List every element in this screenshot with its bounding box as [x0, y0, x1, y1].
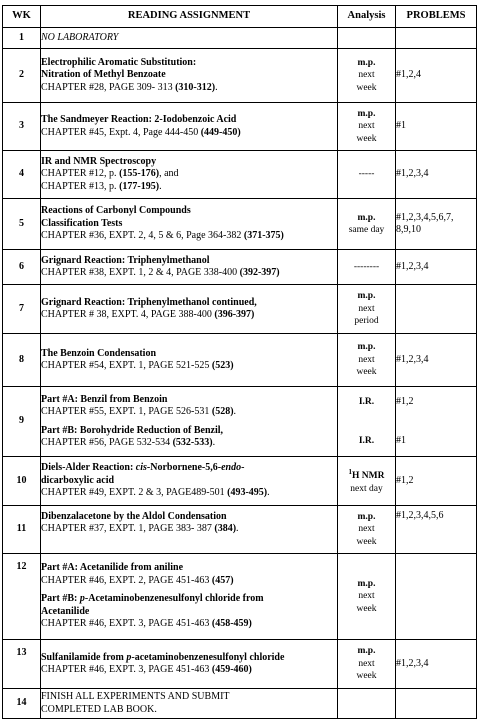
analysis-line: next [358, 70, 375, 81]
reading-line: Diels-Alder Reaction: [41, 462, 136, 474]
problems-line: #1,2,3,4,5,6,7, [396, 211, 454, 223]
week-number: 7 [3, 285, 41, 334]
page-range: (449-450) [200, 126, 241, 138]
analysis-line: week [356, 603, 377, 614]
punctuation: , and [159, 168, 179, 180]
reading-line: Acetanilide [41, 605, 90, 617]
reading-line: Sulfanilamide from [41, 651, 127, 663]
reading-italic: p [79, 593, 85, 605]
analysis-cell [338, 640, 396, 689]
reading-assignment [41, 640, 338, 689]
chapter-reference: CHAPTER #28, PAGE 309- 313 [41, 81, 176, 93]
header-row [3, 6, 477, 28]
reading-assignment [41, 457, 338, 506]
problems-line: #1,2 [396, 396, 414, 407]
analysis-line: I.R. [358, 435, 375, 446]
analysis-line: m.p. [357, 108, 376, 119]
problems-cell: #1,2,4 [396, 49, 477, 103]
reading-line: -acetaminobenzenesulfonyl chloride [131, 651, 285, 663]
reading-assignment [41, 151, 338, 199]
analysis-cell [338, 689, 396, 719]
page-range: (384) [214, 523, 237, 535]
table-row [3, 640, 477, 689]
analysis-line: week [356, 536, 377, 547]
reading-line: Grignard Reaction: Triphenylmethanol [41, 254, 210, 266]
page-range: (528) [211, 406, 234, 417]
page-range: (177-195) [119, 180, 160, 192]
week-number: 3 [3, 103, 41, 151]
analysis-line: -------- [353, 261, 380, 272]
reading-line: -Acetaminobenzenesulfonyl chloride from [84, 593, 264, 605]
reading-line: IR and NMR Spectroscopy [41, 155, 157, 167]
page-range: (459-460) [211, 664, 252, 675]
week-number: 9 [3, 387, 41, 457]
week-number: 11 [3, 506, 41, 554]
table-row [3, 103, 477, 151]
chapter-reference: CHAPTER #36, EXPT. 2, 4, 5 & 6, Page 364-382 [41, 230, 244, 242]
reading-line: dicarboxylic acid [41, 474, 115, 486]
reading-line: Electrophilic Aromatic Substitution: [41, 56, 197, 68]
reading-italic: endo [221, 462, 242, 474]
reading-line: Part #A: Acetanilide from aniline [41, 562, 184, 574]
problems-cell: #1,2,3,4 [396, 151, 477, 199]
table-row [3, 334, 477, 387]
table-row [3, 49, 477, 103]
reading-line: The Benzoin Condensation [41, 347, 157, 359]
problems-cell [396, 199, 477, 250]
reading-assignment [41, 250, 338, 285]
analysis-line: I.R. [358, 397, 375, 407]
reading-assignment [41, 49, 338, 103]
page-range: (457) [211, 574, 234, 586]
table-row [3, 250, 477, 285]
analysis-line: next [358, 524, 375, 535]
analysis-line: week [356, 133, 377, 144]
table-row [3, 28, 477, 49]
chapter-reference: CHAPTER #54, EXPT. 1, PAGE 521-525 [41, 360, 212, 371]
analysis-line: m.p. [357, 646, 376, 657]
analysis-line: m.p. [357, 342, 376, 353]
reading-assignment [41, 387, 338, 457]
punctuation: . [159, 180, 162, 192]
reading-line: Part #A: Benzil from Benzoin [41, 393, 168, 405]
problems-cell: #1 [396, 103, 477, 151]
page-range: (371-375) [243, 230, 284, 242]
problems-cell [396, 387, 477, 457]
analysis-line: next [358, 658, 375, 669]
week-number: 8 [3, 334, 41, 387]
analysis-cell [338, 554, 396, 640]
table-row [3, 506, 477, 554]
reading-line: FINISH ALL EXPERIMENTS AND SUBMIT [41, 691, 230, 702]
reading-line: Grignard Reaction: Triphenylmethanol continued, [41, 296, 257, 308]
reading-assignment [41, 285, 338, 334]
page-range: (310-312) [175, 81, 216, 93]
reading-line: - [241, 462, 245, 474]
reading-line: -Norbornene-5,6- [146, 462, 222, 474]
problems-cell [396, 285, 477, 334]
header-wk: WK [3, 6, 41, 28]
analysis-line: next day [350, 484, 383, 495]
analysis-cell [338, 151, 396, 199]
analysis-line: m.p. [357, 578, 376, 589]
week-number: 6 [3, 250, 41, 285]
reading-assignment [41, 199, 338, 250]
analysis-line: next [358, 354, 375, 365]
reading-line: Part #B: [41, 593, 80, 605]
analysis-line: H NMR [352, 471, 385, 482]
page-range: (396-397) [214, 309, 255, 320]
problems-line: #1 [396, 434, 406, 446]
week-number: 14 [3, 689, 41, 719]
problems-cell: #1,2 [396, 457, 477, 506]
analysis-cell [338, 506, 396, 554]
table-row [3, 689, 477, 719]
analysis-cell [338, 334, 396, 387]
page-range: (392-397) [239, 267, 280, 278]
punctuation: . [233, 406, 237, 417]
problems-line: 8,9,10 [396, 224, 421, 235]
reading-line: Nitration of Methyl Benzoate [41, 69, 166, 81]
week-number: 4 [3, 151, 41, 199]
table-row [3, 199, 477, 250]
analysis-cell [338, 387, 396, 457]
reading-italic: cis [135, 462, 147, 474]
analysis-line: next [358, 591, 375, 602]
reading-line: COMPLETED LAB BOOK. [41, 703, 157, 715]
header-reading-assignment: READING ASSIGNMENT [41, 6, 338, 28]
superscript: 1 [348, 468, 353, 477]
header-analysis: Analysis [338, 6, 396, 28]
week-number: 5 [3, 199, 41, 250]
analysis-line: next [358, 303, 375, 314]
problems-cell: #1,2,3,4 [396, 250, 477, 285]
reading-assignment [41, 506, 338, 554]
punctuation: . [215, 81, 218, 93]
chapter-reference: CHAPTER # 38, EXPT. 4, PAGE 388-400 [41, 309, 215, 320]
analysis-line: next [358, 121, 375, 132]
lab-schedule-table [2, 5, 477, 719]
reading-line: The Sandmeyer Reaction: 2-Iodobenzoic Acid [41, 114, 237, 125]
table-row [3, 151, 477, 199]
reading-assignment [41, 554, 338, 640]
analysis-line: ----- [358, 169, 375, 180]
analysis-cell [338, 28, 396, 49]
analysis-line: m.p. [357, 212, 376, 223]
page-range: (532-533) [172, 437, 213, 448]
chapter-reference: CHAPTER #37, EXPT. 1, PAGE 383- 387 [41, 523, 215, 535]
analysis-line: week [356, 367, 377, 378]
week-number: 12 [3, 554, 41, 640]
reading-line: NO LABORATORY [41, 31, 119, 43]
analysis-line: m.p. [357, 291, 376, 302]
table-row [3, 554, 477, 640]
week-number: 13 [3, 640, 41, 689]
analysis-line: m.p. [357, 57, 376, 68]
chapter-reference: CHAPTER #38, EXPT. 1, 2 & 4, PAGE 338-400 [41, 267, 240, 278]
analysis-line: same day [348, 225, 385, 235]
punctuation: . [236, 523, 239, 535]
reading-assignment [41, 689, 338, 719]
analysis-cell [338, 103, 396, 151]
analysis-cell [338, 250, 396, 285]
problems-line: #1,2,3,4,5,6 [396, 510, 444, 521]
reading-line: Classification Tests [41, 217, 123, 229]
analysis-line: week [356, 82, 377, 93]
problems-cell [396, 689, 477, 719]
analysis-cell [338, 285, 396, 334]
analysis-cell [338, 457, 396, 506]
reading-italic: p [126, 651, 132, 663]
chapter-reference: CHAPTER #13, p. [41, 180, 120, 192]
chapter-reference: CHAPTER #45, Expt. 4, Page 444-450 [41, 126, 201, 138]
reading-line: Dibenzalacetone by the Aldol Condensation [41, 510, 227, 522]
table-row [3, 457, 477, 506]
problems-cell [396, 28, 477, 49]
analysis-line: m.p. [357, 511, 376, 522]
punctuation: . [212, 437, 216, 448]
problems-cell [396, 506, 477, 554]
problems-cell [396, 554, 477, 640]
reading-line: Part #B: Borohydride Reduction of Benzil, [41, 424, 224, 436]
problems-cell: #1,2,3,4 [396, 334, 477, 387]
chapter-reference: CHAPTER #46, EXPT. 3, PAGE 451-463 [41, 618, 212, 630]
reading-assignment [41, 334, 338, 387]
chapter-reference: CHAPTER #55, EXPT. 1, PAGE 526-531 [41, 406, 212, 417]
page-range: (523) [211, 360, 234, 371]
table-row [3, 387, 477, 457]
reading-line: Reactions of Carbonyl Compounds [41, 205, 191, 217]
chapter-reference: CHAPTER #49, EXPT. 2 & 3, PAGE489-501 [41, 487, 228, 499]
analysis-line: week [356, 671, 377, 682]
week-number: 10 [3, 457, 41, 506]
analysis-cell [338, 199, 396, 250]
reading-assignment [41, 28, 338, 49]
week-number: 1 [3, 28, 41, 49]
chapter-reference: CHAPTER #56, PAGE 532-534 [41, 437, 173, 448]
reading-assignment [41, 103, 338, 151]
analysis-cell [338, 49, 396, 103]
page-range: (155-176) [119, 168, 160, 180]
problems-cell: #1,2,3,4 [396, 640, 477, 689]
chapter-reference: CHAPTER #46, EXPT. 3, PAGE 451-463 [41, 664, 212, 675]
punctuation: . [267, 487, 270, 499]
chapter-reference: CHAPTER #12, p. [41, 168, 120, 180]
chapter-reference: CHAPTER #46, EXPT. 2, PAGE 451-463 [41, 574, 212, 586]
header-problems: PROBLEMS [396, 6, 477, 28]
page-range: (493-495) [227, 487, 268, 499]
week-number: 2 [3, 49, 41, 103]
analysis-line: period [354, 316, 379, 327]
table-row [3, 285, 477, 334]
page-range: (458-459) [211, 618, 252, 630]
